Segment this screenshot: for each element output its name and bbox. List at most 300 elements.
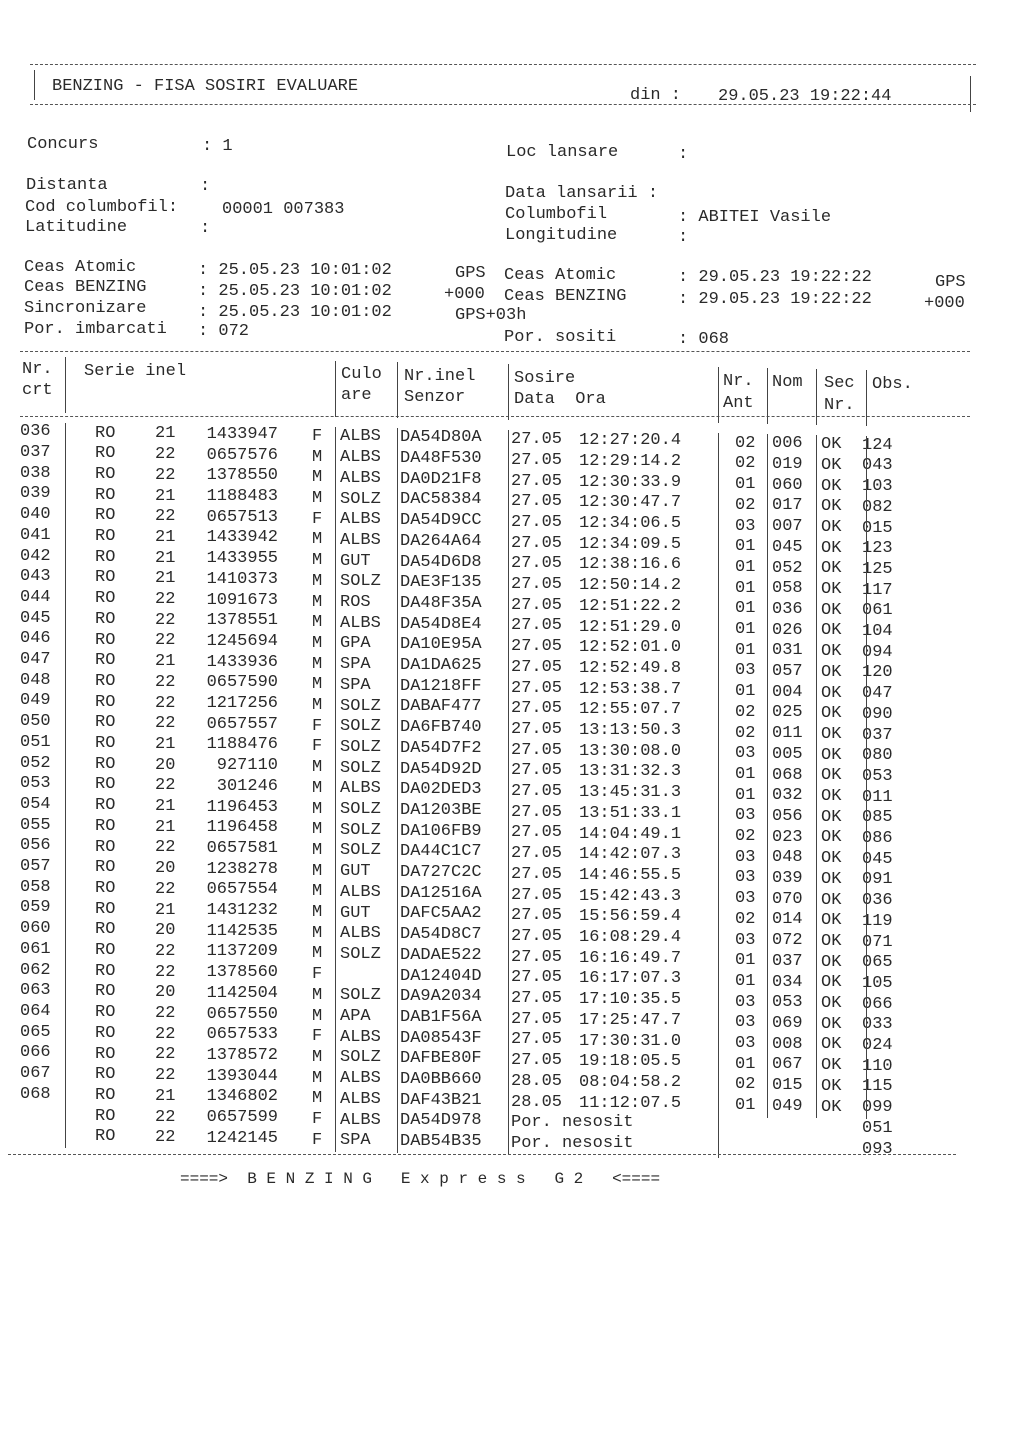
cell-senzor: DA1203BE bbox=[400, 800, 482, 820]
cell-an: 20 bbox=[155, 983, 176, 1003]
cell-an: 21 bbox=[155, 817, 176, 837]
cell-an: 21 bbox=[155, 424, 176, 444]
cell-senzor: DA02DED3 bbox=[400, 780, 482, 800]
cell-inel: 0657513 bbox=[206, 507, 278, 527]
cell-senzor: DAB54B35 bbox=[400, 1132, 482, 1152]
cell-nr: 065 bbox=[20, 1022, 51, 1042]
cell-inel: 1433947 bbox=[206, 424, 278, 444]
cell-data: 27.05 bbox=[511, 492, 563, 512]
cell-nr: 038 bbox=[20, 463, 51, 483]
cell-an: 22 bbox=[155, 941, 176, 961]
clock-right-value: : 29.05.23 19:22:22 bbox=[678, 268, 872, 287]
cell-obs: 124 bbox=[862, 435, 893, 455]
column-separator bbox=[65, 1044, 66, 1065]
cod-columbofil-label: Cod columbofil: bbox=[25, 198, 179, 217]
cell-ora: 12:30:47.7 bbox=[579, 493, 682, 513]
cell-sec: OK bbox=[821, 538, 842, 558]
cell-nom: 034 bbox=[772, 972, 803, 992]
cell-sec: OK bbox=[821, 807, 842, 827]
cell-senzor: DA12516A bbox=[400, 883, 482, 903]
cell-ora: 11:12:07.5 bbox=[579, 1093, 682, 1113]
cell-data: Por. nesosit bbox=[511, 1133, 634, 1153]
cell-nom: 068 bbox=[772, 765, 803, 785]
cell-ora: 13:45:31.3 bbox=[579, 783, 682, 803]
cell-ora: 19:18:05.5 bbox=[579, 1052, 682, 1072]
cell-sec: OK bbox=[821, 869, 842, 889]
cell-data: 27.05 bbox=[511, 637, 563, 657]
cell-sex: M bbox=[312, 633, 323, 653]
cell-tara: RO bbox=[95, 671, 116, 691]
cell-an: 22 bbox=[155, 445, 176, 465]
cell-inel: 0657533 bbox=[206, 1025, 278, 1045]
cell-tara: RO bbox=[95, 547, 116, 567]
cell-sex: M bbox=[312, 613, 323, 633]
print-date-value: 29.05.23 19:22:44 bbox=[718, 87, 892, 106]
cell-sex: M bbox=[312, 489, 323, 509]
clock-right-suffix: GPS bbox=[935, 273, 966, 292]
cell-cul: ALBS bbox=[340, 882, 381, 902]
cell-nom: 057 bbox=[772, 662, 803, 682]
cell-nom: 019 bbox=[772, 455, 803, 475]
cell-ant: 01 bbox=[735, 640, 756, 660]
cell-inel: 1196453 bbox=[206, 797, 278, 817]
cell-data: 27.05 bbox=[511, 989, 563, 1009]
cell-nr: 064 bbox=[20, 1001, 51, 1021]
column-separator bbox=[65, 651, 66, 672]
cell-obs: 037 bbox=[862, 725, 893, 745]
loc-lansare-value: : bbox=[678, 145, 689, 164]
column-separator bbox=[335, 1131, 336, 1152]
cell-ora: 14:42:07.3 bbox=[579, 845, 682, 865]
cell-obs: 086 bbox=[862, 829, 893, 849]
cell-sec: OK bbox=[821, 621, 842, 641]
sync-value: : 25.05.23 10:01:02 bbox=[198, 303, 392, 322]
cell-obs: 065 bbox=[862, 953, 893, 973]
document-title: BENZING - FISA SOSIRI EVALUARE bbox=[52, 77, 359, 96]
column-separator bbox=[65, 941, 66, 962]
column-separator bbox=[65, 630, 66, 651]
cell-senzor: DA54D9CC bbox=[400, 511, 482, 531]
cell-data: 27.05 bbox=[511, 844, 563, 864]
cell-an: 20 bbox=[155, 859, 176, 879]
column-separator bbox=[65, 734, 66, 755]
cell-an: 21 bbox=[155, 1086, 176, 1106]
cell-an: 21 bbox=[155, 797, 176, 817]
cell-ant: 01 bbox=[735, 764, 756, 784]
column-separator bbox=[65, 692, 66, 713]
cell-sec: OK bbox=[821, 724, 842, 744]
cell-cul: ALBS bbox=[340, 779, 381, 799]
cell-cul: ALBS bbox=[340, 468, 381, 488]
cell-ant: 03 bbox=[735, 806, 756, 826]
cell-ora: 16:17:07.3 bbox=[579, 969, 682, 989]
cell-ora: 15:42:43.3 bbox=[579, 886, 682, 906]
cell-ora: 17:10:35.5 bbox=[579, 990, 682, 1010]
cell-tara: RO bbox=[95, 961, 116, 981]
cell-ora: 15:56:59.4 bbox=[579, 907, 682, 927]
cell-data: 27.05 bbox=[511, 699, 563, 719]
clock-right-value: : 29.05.23 19:22:22 bbox=[678, 290, 872, 309]
cell-ora: 12:51:22.2 bbox=[579, 596, 682, 616]
cell-ora: 14:46:55.5 bbox=[579, 865, 682, 885]
cell-inel: 1137209 bbox=[206, 942, 278, 962]
cell-obs: 061 bbox=[862, 601, 893, 621]
cell-cul: ALBS bbox=[340, 924, 381, 944]
cell-cul: SOLZ bbox=[340, 737, 381, 757]
cell-sec: OK bbox=[821, 849, 842, 869]
cell-an: 22 bbox=[155, 879, 176, 899]
cell-cul: ROS bbox=[340, 593, 371, 613]
cell-sex: F bbox=[312, 1027, 323, 1047]
cell-cul: SOLZ bbox=[340, 820, 381, 840]
clock-right-label: Ceas BENZING bbox=[504, 287, 627, 306]
cell-nom: 006 bbox=[772, 434, 803, 454]
cell-nom: 014 bbox=[772, 910, 803, 930]
cell-nr: 058 bbox=[20, 877, 51, 897]
cell-ora: 13:13:50.3 bbox=[579, 721, 682, 741]
cell-sex: M bbox=[312, 1047, 323, 1067]
cell-sex: M bbox=[312, 799, 323, 819]
cell-inel: 1238278 bbox=[206, 859, 278, 879]
cell-inel: 1433955 bbox=[206, 549, 278, 569]
cell-an: 21 bbox=[155, 652, 176, 672]
cell-obs: 015 bbox=[862, 518, 893, 538]
cell-ant: 03 bbox=[735, 1013, 756, 1033]
cell-an: 22 bbox=[155, 1004, 176, 1024]
cell-ora: 12:29:14.2 bbox=[579, 451, 682, 471]
header-serie-inel: Serie inel bbox=[84, 362, 187, 381]
cell-senzor: DA727C2C bbox=[400, 863, 482, 883]
column-separator bbox=[65, 816, 66, 837]
cell-cul: GUT bbox=[340, 551, 371, 571]
column-separator bbox=[65, 1106, 66, 1127]
cell-data: 27.05 bbox=[511, 657, 563, 677]
cell-an: 21 bbox=[155, 734, 176, 754]
cell-cul: SOLZ bbox=[340, 572, 381, 592]
cell-nom: 070 bbox=[772, 889, 803, 909]
cell-senzor: DAFC5AA2 bbox=[400, 904, 482, 924]
cell-data: 27.05 bbox=[511, 595, 563, 615]
cell-nr: 042 bbox=[20, 546, 51, 566]
cell-sec: OK bbox=[821, 517, 842, 537]
cell-sex: M bbox=[312, 1068, 323, 1088]
footer-brand: ====> B E N Z I N G E x p r e s s G 2 <==== bbox=[180, 1170, 661, 1188]
column-separator bbox=[65, 1003, 66, 1024]
cell-senzor: DA264A64 bbox=[400, 531, 482, 551]
header-nr-inel: Nr.inel bbox=[404, 367, 476, 386]
column-separator bbox=[397, 1132, 398, 1153]
cell-data: 27.05 bbox=[511, 471, 563, 491]
cell-cul: ALBS bbox=[340, 530, 381, 550]
cell-sex: F bbox=[312, 737, 323, 757]
cell-senzor: DA0D21F8 bbox=[400, 469, 482, 489]
cell-sex: F bbox=[312, 509, 323, 529]
cell-cul: ALBS bbox=[340, 1089, 381, 1109]
cell-data: 27.05 bbox=[511, 782, 563, 802]
header-nr-crt-2: crt bbox=[22, 381, 53, 400]
cell-obs: 011 bbox=[862, 787, 893, 807]
cell-nr: 043 bbox=[20, 567, 51, 587]
cell-inel: 1245694 bbox=[206, 631, 278, 651]
cell-inel: 1346802 bbox=[206, 1087, 278, 1107]
column-separator bbox=[65, 527, 66, 548]
cell-senzor: DABAF477 bbox=[400, 697, 482, 717]
cod-columbofil-value: 00001 007383 bbox=[222, 200, 345, 219]
cell-data: 27.05 bbox=[511, 864, 563, 884]
cell-nr: 039 bbox=[20, 484, 51, 504]
cell-ora: 13:30:08.0 bbox=[579, 741, 682, 761]
data-lansarii-label: Data lansarii : bbox=[505, 184, 659, 203]
cell-tara: RO bbox=[95, 878, 116, 898]
cell-data: 27.05 bbox=[511, 885, 563, 905]
cell-inel: 0657590 bbox=[206, 673, 278, 693]
cell-sec: OK bbox=[821, 1076, 842, 1096]
cell-ora: 12:34:06.5 bbox=[579, 514, 682, 534]
cell-tara: RO bbox=[95, 816, 116, 836]
cell-nr: 040 bbox=[20, 505, 51, 525]
cell-cul: APA bbox=[340, 1007, 371, 1027]
cell-data: 27.05 bbox=[511, 512, 563, 532]
cell-obs: 104 bbox=[862, 622, 893, 642]
cell-ant: 01 bbox=[735, 682, 756, 702]
header-nr-crt: Nr. bbox=[22, 360, 53, 379]
cell-tara: RO bbox=[95, 1085, 116, 1105]
cell-data: 27.05 bbox=[511, 430, 563, 450]
cell-obs: 033 bbox=[862, 1015, 893, 1035]
cell-inel: 0657576 bbox=[206, 445, 278, 465]
cell-tara: RO bbox=[95, 568, 116, 588]
cell-nr: 041 bbox=[20, 525, 51, 545]
cell-nom: 017 bbox=[772, 496, 803, 516]
cell-obs: 043 bbox=[862, 456, 893, 476]
cell-ant: 03 bbox=[735, 661, 756, 681]
cell-an: 22 bbox=[155, 1045, 176, 1065]
cell-inel: 1431232 bbox=[206, 901, 278, 921]
cell-ora: 12:30:33.9 bbox=[579, 472, 682, 492]
cell-sex: M bbox=[312, 882, 323, 902]
cell-an: 22 bbox=[155, 631, 176, 651]
cell-sex: F bbox=[312, 1110, 323, 1130]
cell-sec: OK bbox=[821, 600, 842, 620]
cell-sex: M bbox=[312, 861, 323, 881]
cell-sex: M bbox=[312, 696, 323, 716]
cell-obs: 115 bbox=[862, 1077, 893, 1097]
print-date-label: din : bbox=[630, 86, 682, 105]
header-obs: Obs. bbox=[872, 375, 913, 394]
cell-inel: 1188476 bbox=[206, 735, 278, 755]
cell-sex: M bbox=[312, 778, 323, 798]
cell-inel: 1410373 bbox=[206, 569, 278, 589]
cell-inel: 0657599 bbox=[206, 1108, 278, 1128]
column-separator bbox=[65, 982, 66, 1003]
cell-sex: F bbox=[312, 426, 323, 446]
cell-inel: 927110 bbox=[216, 756, 278, 776]
cell-an: 21 bbox=[155, 569, 176, 589]
cell-sex: M bbox=[312, 1089, 323, 1109]
column-separator bbox=[65, 506, 66, 527]
cell-tara: RO bbox=[95, 920, 116, 940]
cell-sec: OK bbox=[821, 931, 842, 951]
cell-obs: 094 bbox=[862, 642, 893, 662]
table-top-border bbox=[20, 351, 970, 352]
cell-senzor: DAB1F56A bbox=[400, 1007, 482, 1027]
column-separator bbox=[65, 775, 66, 796]
cell-senzor: DAFBE80F bbox=[400, 1049, 482, 1069]
clock-right-suffix: +000 bbox=[924, 294, 965, 313]
cell-tara: RO bbox=[95, 837, 116, 857]
cell-obs: 091 bbox=[862, 870, 893, 890]
cell-obs: 051 bbox=[862, 1118, 893, 1138]
cell-nom: 036 bbox=[772, 599, 803, 619]
cell-sex: M bbox=[312, 903, 323, 923]
column-separator bbox=[65, 713, 66, 734]
header-column-separator bbox=[397, 362, 398, 418]
cell-data: 28.05 bbox=[511, 1071, 563, 1091]
cell-tara: RO bbox=[95, 506, 116, 526]
cell-nr: 062 bbox=[20, 960, 51, 980]
cell-sec: OK bbox=[821, 828, 842, 848]
cell-nom: 025 bbox=[772, 703, 803, 723]
cell-nom: 023 bbox=[772, 827, 803, 847]
cell-ant: 02 bbox=[735, 723, 756, 743]
column-separator bbox=[65, 1065, 66, 1086]
cell-sex: M bbox=[312, 840, 323, 860]
cell-tara: RO bbox=[95, 1023, 116, 1043]
cell-sec: OK bbox=[821, 952, 842, 972]
cell-nr: 047 bbox=[20, 650, 51, 669]
cell-sec: OK bbox=[821, 559, 842, 579]
cell-nom: 045 bbox=[772, 537, 803, 557]
header-bottom-border bbox=[30, 104, 976, 105]
clock-left-value: : 25.05.23 10:01:02 bbox=[198, 261, 392, 280]
cell-an: 22 bbox=[155, 714, 176, 734]
cell-an: 21 bbox=[155, 486, 176, 506]
cell-ant: 01 bbox=[735, 599, 756, 619]
cell-inel: 1196458 bbox=[206, 818, 278, 838]
cell-cul: ALBS bbox=[340, 427, 381, 447]
cell-cul: ALBS bbox=[340, 1027, 381, 1047]
column-separator bbox=[65, 444, 66, 465]
latitudine-label: Latitudine bbox=[25, 218, 128, 237]
cell-sex: M bbox=[312, 592, 323, 612]
column-separator bbox=[65, 671, 66, 692]
cell-an: 22 bbox=[155, 693, 176, 713]
cell-an: 21 bbox=[155, 548, 176, 568]
cell-sec: OK bbox=[821, 911, 842, 931]
cell-ora: 12:52:01.0 bbox=[579, 638, 682, 658]
cell-inel: 0657581 bbox=[206, 838, 278, 858]
column-separator bbox=[65, 961, 66, 982]
cell-nom: 015 bbox=[772, 1076, 803, 1096]
cell-data: 27.05 bbox=[511, 947, 563, 967]
cell-ora: 13:51:33.1 bbox=[579, 803, 682, 823]
loc-lansare-label: Loc lansare bbox=[506, 143, 619, 162]
cell-nom: 005 bbox=[772, 744, 803, 764]
cell-senzor: DA1DA625 bbox=[400, 656, 482, 676]
cell-senzor: DA6FB740 bbox=[400, 718, 482, 738]
cell-nom: 048 bbox=[772, 848, 803, 868]
cell-ant: 03 bbox=[735, 744, 756, 764]
cell-nr: 067 bbox=[20, 1064, 51, 1083]
cell-tara: RO bbox=[95, 423, 116, 443]
cell-senzor: DAE3F135 bbox=[400, 573, 482, 593]
cell-inel: 1188483 bbox=[206, 487, 278, 507]
cell-senzor: DA48F35A bbox=[400, 593, 482, 613]
cell-nom: 037 bbox=[772, 951, 803, 971]
table-row bbox=[0, 1126, 1024, 1159]
cell-ant: 01 bbox=[735, 785, 756, 805]
cell-cul: SPA bbox=[340, 675, 371, 695]
cell-ant: 03 bbox=[735, 930, 756, 950]
cell-ant: 02 bbox=[735, 1075, 756, 1095]
cell-an: 22 bbox=[155, 1107, 176, 1127]
cell-sex: F bbox=[312, 965, 323, 985]
cell-senzor: DA54D80A bbox=[400, 428, 482, 448]
cell-an: 20 bbox=[155, 755, 176, 775]
cell-nr: 044 bbox=[20, 587, 51, 607]
header-column-separator bbox=[866, 370, 867, 426]
header-nr-inel-2: Senzor bbox=[404, 388, 466, 407]
column-separator bbox=[65, 1023, 66, 1044]
cell-inel: 1142535 bbox=[206, 921, 278, 941]
cell-tara: RO bbox=[95, 1127, 116, 1147]
cell-ora: 12:27:20.4 bbox=[579, 431, 682, 451]
cell-data: 27.05 bbox=[511, 761, 563, 781]
clock-left-suffix: GPS bbox=[455, 264, 486, 283]
cell-ora: 17:25:47.7 bbox=[579, 1010, 682, 1030]
cell-senzor: DA48F530 bbox=[400, 449, 482, 469]
cell-tara: RO bbox=[95, 1106, 116, 1126]
column-separator bbox=[65, 609, 66, 630]
column-separator bbox=[65, 837, 66, 858]
cell-obs: 093 bbox=[862, 1139, 893, 1159]
cell-obs: 082 bbox=[862, 497, 893, 517]
cell-tara: RO bbox=[95, 589, 116, 609]
cell-data: 27.05 bbox=[511, 616, 563, 636]
cell-data: 27.05 bbox=[511, 968, 563, 988]
cell-obs: 047 bbox=[862, 684, 893, 704]
cell-cul: SPA bbox=[340, 1131, 371, 1151]
cell-data: 27.05 bbox=[511, 740, 563, 760]
cell-data: 27.05 bbox=[511, 575, 563, 595]
cell-nr: 050 bbox=[20, 712, 51, 732]
cell-an: 22 bbox=[155, 610, 176, 630]
cell-ant: 01 bbox=[735, 1096, 756, 1116]
header-sosire-2: Data Ora bbox=[514, 390, 606, 409]
table-header-bottom-border bbox=[20, 416, 970, 417]
header-nom: Nom bbox=[772, 373, 803, 392]
sositi-value: : 068 bbox=[678, 330, 730, 349]
cell-nom: 008 bbox=[772, 1034, 803, 1054]
column-separator bbox=[508, 1134, 509, 1155]
cell-nom: 060 bbox=[772, 475, 803, 495]
clock-left-label: Ceas BENZING bbox=[24, 278, 147, 297]
column-separator bbox=[65, 423, 66, 444]
cell-sec: OK bbox=[821, 662, 842, 682]
cell-sex: M bbox=[312, 820, 323, 840]
cell-cul: ALBS bbox=[340, 510, 381, 530]
cell-tara: RO bbox=[95, 609, 116, 629]
header-culoare: Culo bbox=[341, 365, 382, 384]
cell-ant: 01 bbox=[735, 578, 756, 598]
cell-sec: OK bbox=[821, 497, 842, 517]
cell-tara: RO bbox=[95, 775, 116, 795]
cell-obs: 123 bbox=[862, 539, 893, 559]
cell-senzor: DA44C1C7 bbox=[400, 842, 482, 862]
clock-right-label: Ceas Atomic bbox=[504, 266, 617, 285]
cell-ant: 02 bbox=[735, 433, 756, 453]
cell-ant: 03 bbox=[735, 992, 756, 1012]
